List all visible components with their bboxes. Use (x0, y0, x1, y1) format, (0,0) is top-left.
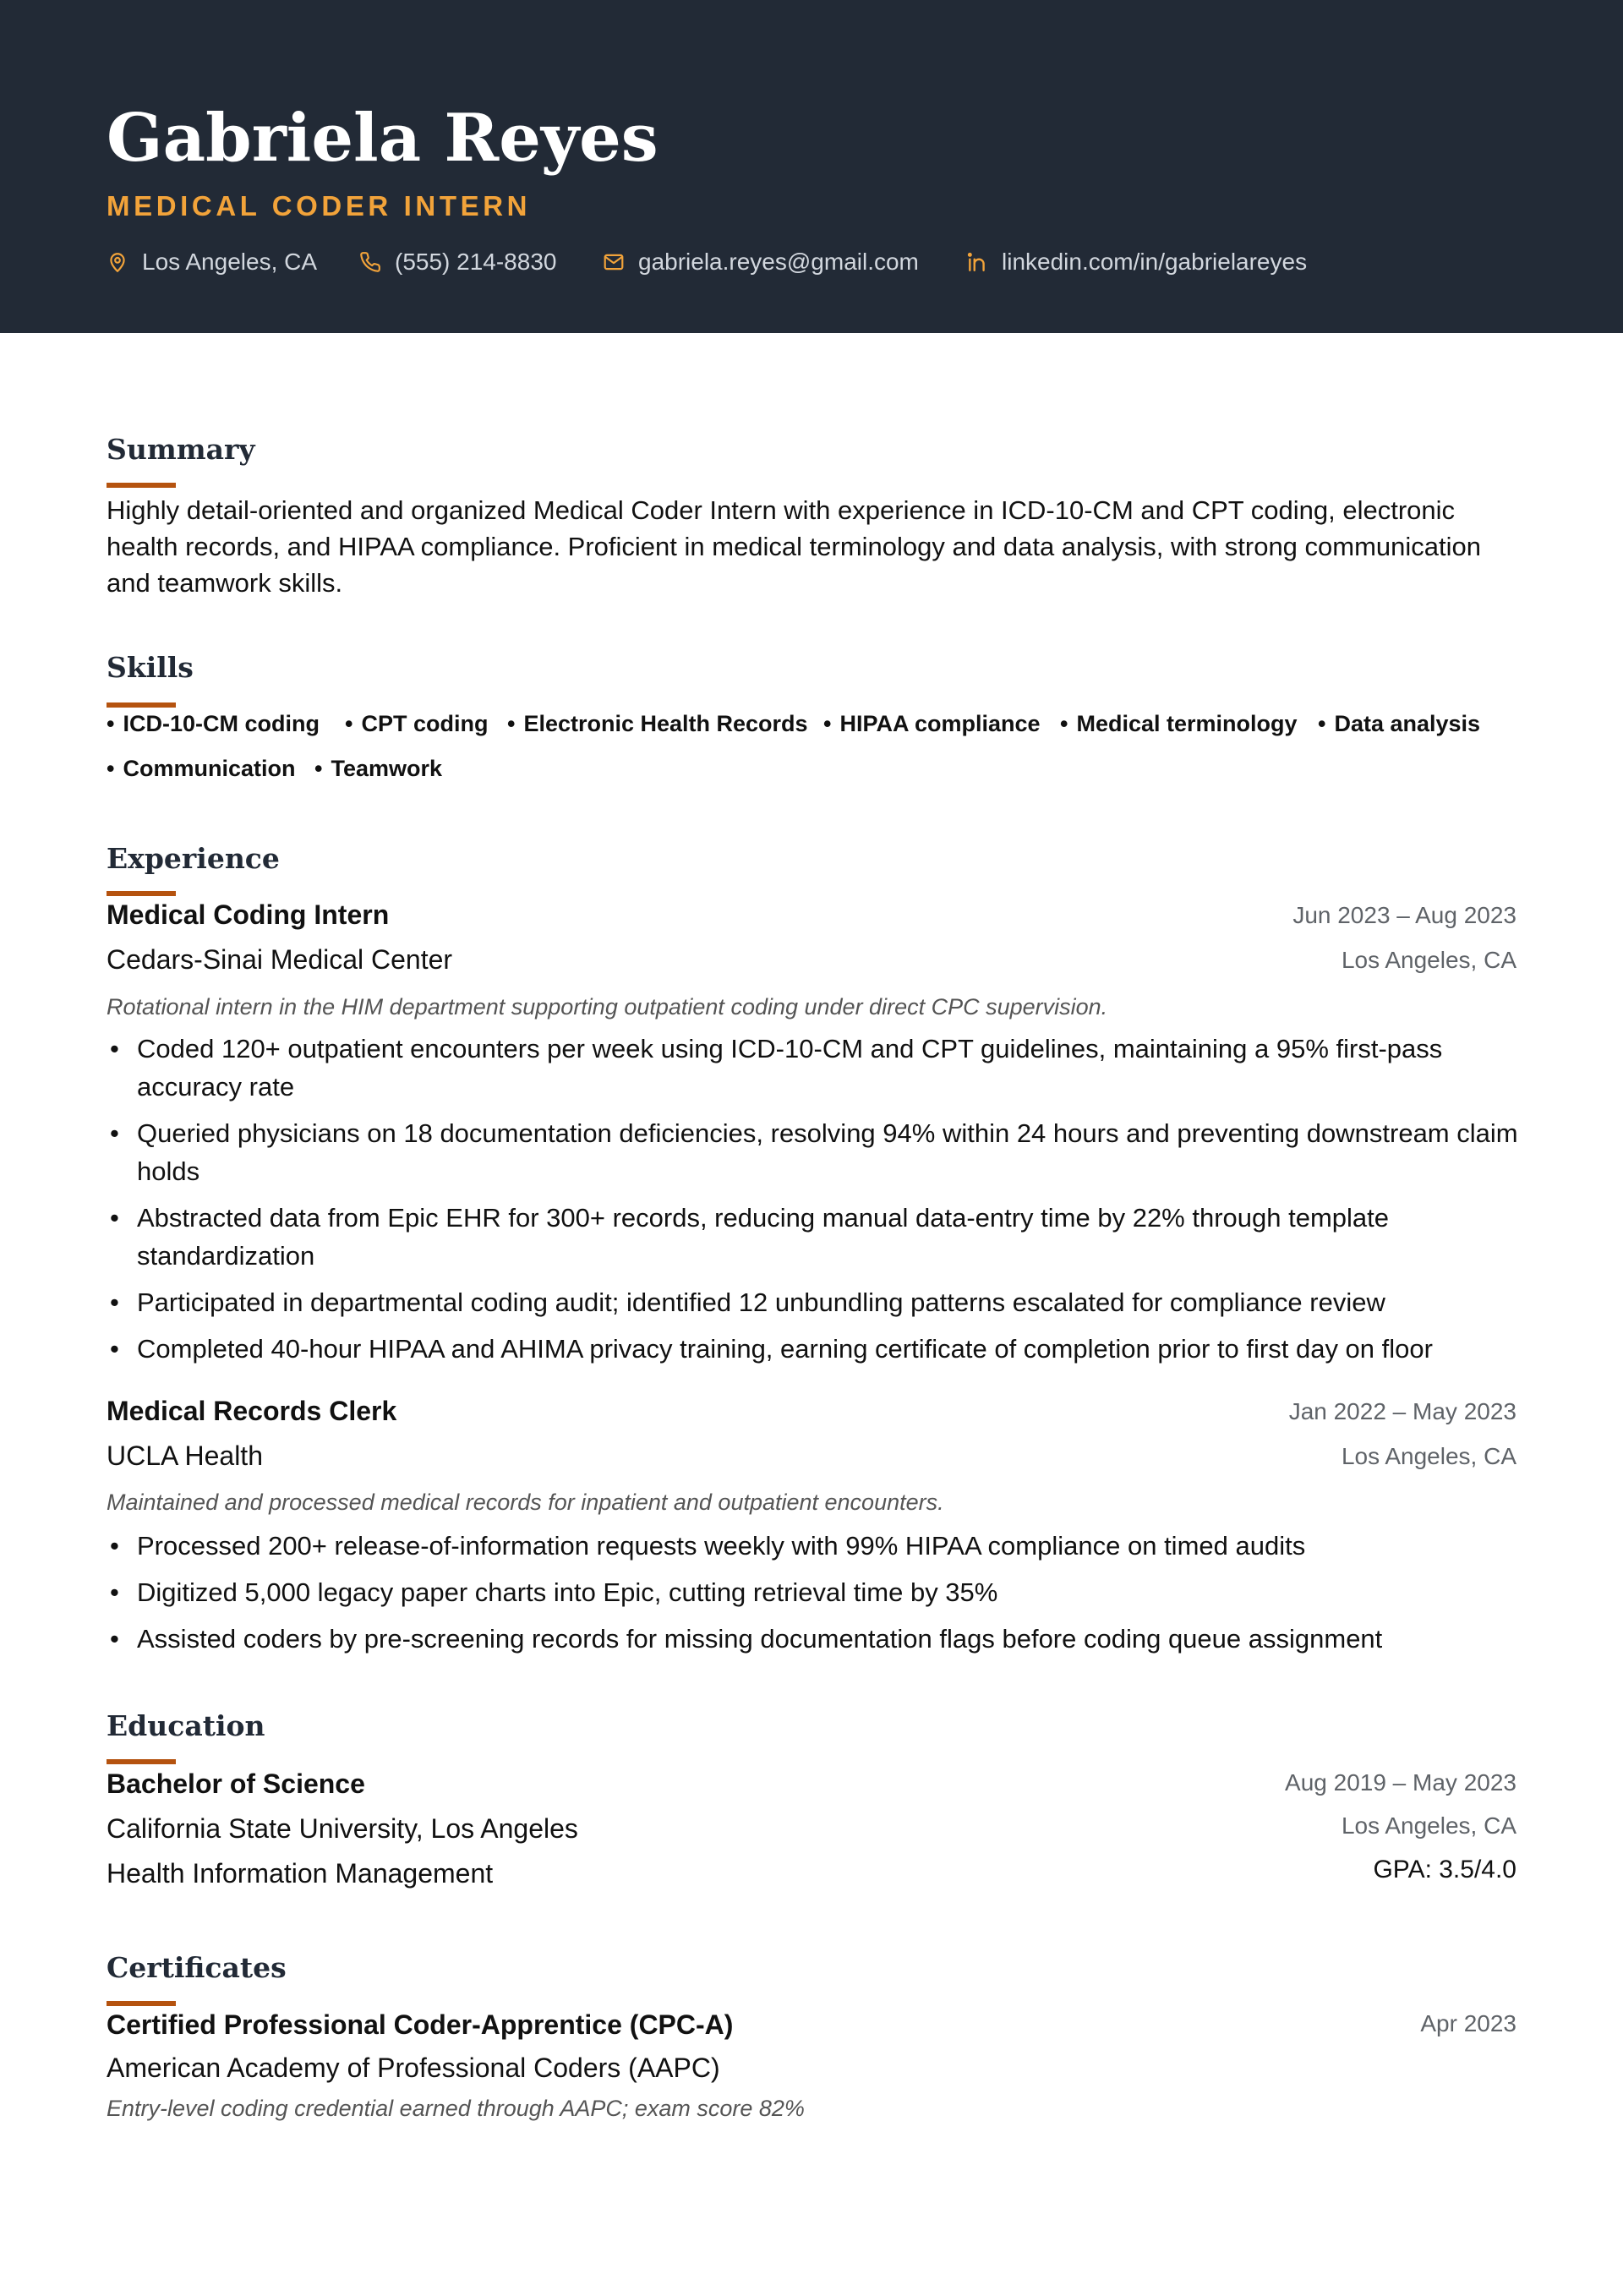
job-title: MEDICAL CODER INTERN (107, 190, 532, 221)
education-dates: Aug 2019 – May 2023 (1285, 1769, 1516, 1796)
summary-text: Highly detail-oriented and organized Medical Coder Intern with experience in ICD-10-CM and CPT coding, electronic health records, and HIPAA compliance. Proficient in medical terminology and data analysis, with strong communication and teamwork skills. (107, 495, 1482, 598)
job-location: Los Angeles, CA (1341, 947, 1516, 973)
summary-heading: Summary (107, 433, 255, 466)
resume-header (0, 0, 1623, 333)
job-description: Maintained and processed medical records for inpatient and outpatient encounters. (107, 1490, 944, 1515)
summary-divider (107, 483, 176, 488)
contact-phone (359, 243, 556, 281)
gpa: GPA: 3.5/4.0 (1373, 1856, 1516, 1883)
list-item: • Assisted coders by pre-screening records for missing documentation flags before coding queue assignment (107, 1620, 1527, 1658)
job-bullets (107, 1030, 1527, 1376)
list-item: • Coded 120+ outpatient encounters per week using ICD-10-CM and CPT guidelines, maintaining a 95% first-pass accuracy rate (107, 1030, 1527, 1106)
job-location: Los Angeles, CA (1341, 1443, 1516, 1469)
certificate-name: Certified Professional Coder-Apprentice (CPC-A) (107, 2009, 734, 2040)
job-organization: Cedars-Sinai Medical Center (107, 944, 453, 975)
contact-location (107, 243, 317, 281)
contact-email[interactable] (603, 243, 919, 281)
list-item: • Abstracted data from Epic EHR for 300+ records, reducing manual data-entry time by 22% through template standardization (107, 1199, 1527, 1275)
skill-item: • CPT coding (345, 707, 488, 741)
experience-heading: Experience (107, 842, 280, 875)
certificate-note: Entry-level coding credential earned through AAPC; exam score 82% (107, 2096, 805, 2121)
skill-item: • Communication (107, 752, 295, 785)
degree: Bachelor of Science (107, 1768, 365, 1799)
list-item: • Digitized 5,000 legacy paper charts into Epic, cutting retrieval time by 35% (107, 1573, 1527, 1611)
contact-linkedin-text[interactable]: linkedin.com/in/gabrielareyes (1002, 249, 1308, 275)
contact-phone-text: (555) 214-8830 (395, 249, 557, 275)
job-title: Medical Coding Intern (107, 899, 390, 930)
contact-location-text: Los Angeles, CA (142, 249, 318, 275)
linkedin-icon (966, 251, 988, 273)
certificate-date: Apr 2023 (1420, 2010, 1516, 2036)
skill-item: • HIPAA compliance (823, 707, 1041, 741)
skill-item: • Teamwork (314, 752, 442, 785)
candidate-name: Gabriela Reyes (107, 100, 658, 177)
skill-item: • ICD-10-CM coding (107, 707, 320, 741)
major: Health Information Management (107, 1858, 494, 1889)
skill-item: • Electronic Health Records (507, 707, 808, 741)
contact-email-text[interactable]: gabriela.reyes@gmail.com (638, 249, 919, 275)
list-item: • Participated in departmental coding audit; identified 12 unbundling patterns escalated for compliance review (107, 1283, 1527, 1321)
school-name: California State University, Los Angeles (107, 1813, 578, 1844)
list-item: • Queried physicians on 18 documentation deficiencies, resolving 94% within 24 hours and preventing downstream claim holds (107, 1114, 1527, 1190)
certificates-heading: Certificates (107, 1951, 287, 1984)
certificate-issuer: American Academy of Professional Coders (AAPC) (107, 2053, 720, 2083)
phone-icon (359, 251, 381, 273)
list-item: • Completed 40-hour HIPAA and AHIMA privacy training, earning certificate of completion prior to first day on floor (107, 1330, 1527, 1368)
contact-linkedin[interactable] (966, 243, 1307, 281)
job-dates: Jan 2022 – May 2023 (1288, 1398, 1516, 1424)
job-dates: Jun 2023 – Aug 2023 (1292, 902, 1516, 928)
skill-item: • Medical terminology (1060, 707, 1298, 741)
job-title: Medical Records Clerk (107, 1396, 397, 1426)
email-icon (603, 251, 625, 273)
skills-heading: Skills (107, 651, 194, 684)
education-location: Los Angeles, CA (1341, 1812, 1516, 1839)
list-item: • Processed 200+ release-of-information requests weekly with 99% HIPAA compliance on timed audits (107, 1527, 1527, 1565)
education-heading: Education (107, 1709, 265, 1742)
job-organization: UCLA Health (107, 1440, 263, 1471)
education-divider (107, 1759, 176, 1764)
skill-item: • Data analysis (1318, 707, 1480, 741)
job-bullets (107, 1527, 1527, 1666)
job-description: Rotational intern in the HIM department supporting outpatient coding under direct CPC supervision. (107, 994, 1108, 1020)
location-pin-icon (107, 251, 128, 273)
